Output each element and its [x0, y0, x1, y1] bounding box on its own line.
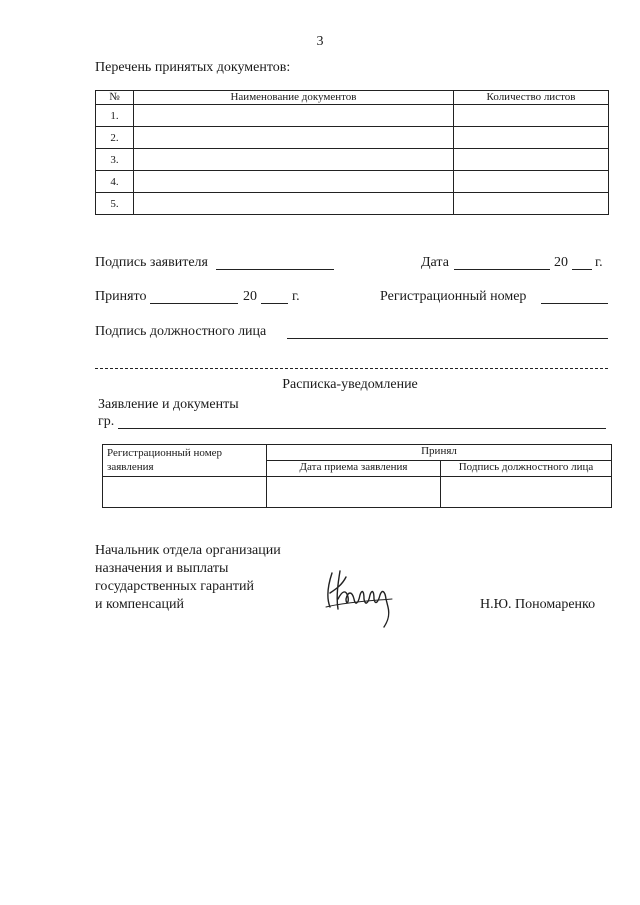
col-number-header: №	[96, 91, 134, 105]
accepted-year-prefix: 20	[243, 289, 257, 304]
applicant-signature-blank	[216, 269, 334, 270]
official-signature-header: Подпись должностного лица	[441, 461, 612, 477]
official-signature-label: Подпись должностного лица	[95, 324, 267, 339]
position-line-2: назначения и выплаты	[95, 561, 229, 576]
accepted-year-blank	[261, 303, 288, 304]
col-name-header: Наименование документов	[134, 91, 454, 105]
date-year-suffix: г.	[595, 255, 603, 270]
row-doc-name	[134, 171, 454, 193]
reg-number-blank	[541, 303, 608, 304]
row-doc-name	[134, 127, 454, 149]
row-doc-name	[134, 149, 454, 171]
date-received-cell	[267, 477, 441, 508]
row-page-count	[454, 171, 609, 193]
reg-number-cell	[103, 477, 267, 508]
date-label: Дата	[421, 255, 449, 270]
table-row	[96, 149, 609, 171]
row-number: 3.	[96, 149, 134, 171]
row-doc-name	[134, 105, 454, 127]
receipt-citizen-blank	[118, 428, 606, 429]
reg-number-header-line1: Регистрационный номер	[107, 447, 223, 459]
row-page-count	[454, 105, 609, 127]
row-number: 1.	[96, 105, 134, 127]
accepted-year-suffix: г.	[292, 289, 300, 304]
row-number: 5.	[96, 193, 134, 215]
row-page-count	[454, 127, 609, 149]
documents-table	[95, 90, 609, 215]
row-number: 4.	[96, 171, 134, 193]
reg-number-header	[103, 445, 267, 477]
official-signature-cell	[441, 477, 612, 508]
row-doc-name	[134, 193, 454, 215]
documents-table-header	[96, 91, 609, 105]
table-row	[96, 127, 609, 149]
position-line-3: государственных гарантий	[95, 579, 254, 594]
date-received-header: Дата приема заявления	[267, 461, 441, 477]
receipt-table	[102, 444, 612, 508]
row-page-count	[454, 149, 609, 171]
docs-list-title: Перечень принятых документов:	[95, 60, 291, 75]
reg-number-header-line2: заявления	[107, 461, 154, 473]
date-year-prefix: 20	[554, 255, 568, 270]
row-number: 2.	[96, 127, 134, 149]
row-page-count	[454, 193, 609, 215]
cut-line	[95, 368, 608, 369]
table-row	[96, 105, 609, 127]
position-line-4: и компенсаций	[95, 597, 184, 612]
date-year-blank	[572, 269, 592, 270]
accepted-date-blank	[150, 303, 238, 304]
signer-name: Н.Ю. Пономаренко	[480, 597, 596, 612]
position-line-1: Начальник отдела организации	[95, 543, 281, 558]
handwritten-signature	[322, 563, 402, 629]
table-row	[103, 477, 612, 508]
applicant-signature-label: Подпись заявителя	[95, 255, 208, 270]
receipt-citizen-label: гр.	[98, 414, 115, 429]
official-signature-blank	[287, 338, 608, 339]
col-pages-header: Количество листов	[454, 91, 609, 105]
table-row	[96, 193, 609, 215]
page-number: 3	[316, 34, 324, 49]
table-row	[96, 171, 609, 193]
accepted-header: Принял	[267, 445, 612, 461]
reg-number-label: Регистрационный номер	[380, 289, 527, 304]
date-blank	[454, 269, 550, 270]
receipt-statement-label: Заявление и документы	[98, 397, 239, 412]
accepted-label: Принято	[95, 289, 147, 304]
receipt-title: Расписка-уведомление	[282, 377, 418, 392]
